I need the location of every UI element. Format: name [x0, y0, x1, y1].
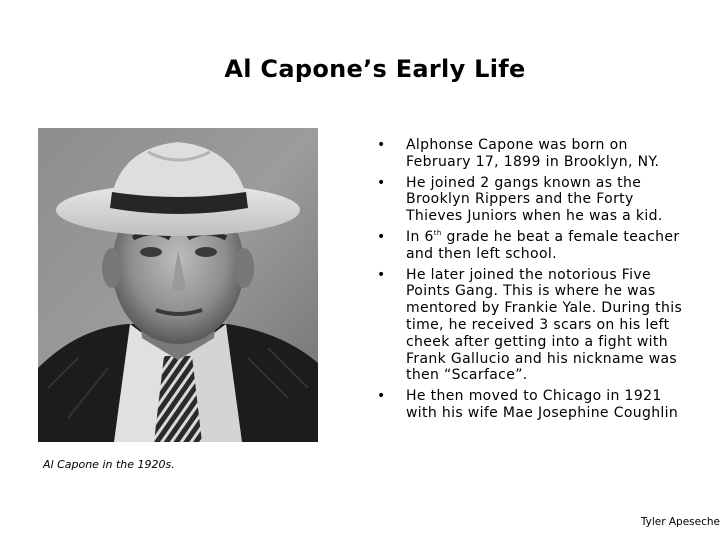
bullet-icon: • — [377, 137, 386, 153]
bullet-icon: • — [377, 266, 386, 283]
bullet-item — [372, 267, 692, 385]
ordinal-suffix: th — [433, 228, 442, 237]
bullet-text-end: grade he beat a female teacher and then left school. — [406, 228, 680, 262]
bullet-text: He later joined the notorious Five Points Gang. This is where he was mentored by Frankie Yale. During this time, he received 3 scars on his left cheek after getting into a fight with Frank Gallucio and his nickname was then “Scarface”. — [406, 266, 683, 384]
bullet-text — [406, 229, 679, 262]
author-name: Tyler Apeseche — [640, 516, 720, 528]
bullet-list — [372, 137, 692, 426]
bullet-text-start: In 6 — [406, 228, 434, 245]
portrait-photo — [38, 128, 318, 442]
bullet-icon: • — [377, 388, 386, 405]
slide-title: Al Capone’s Early Life — [224, 55, 526, 83]
bullet-icon: • — [377, 174, 386, 191]
bullet-item — [372, 137, 692, 171]
bullet-item — [372, 388, 692, 422]
bullet-text: He joined 2 gangs known as the Brooklyn Rippers and the Forty Thieves Juniors when he was a kid. — [406, 174, 663, 225]
bullet-item — [372, 229, 692, 263]
photo-caption: Al Capone in the 1920s. — [43, 458, 175, 471]
bullet-icon: • — [377, 228, 386, 245]
bullet-text: He then moved to Chicago in 1921 with his wife Mae Josephine Coughlin — [406, 388, 679, 421]
bullet-text: Alphonse Capone was born on February 17, 1899 in Brooklyn, NY. — [406, 137, 660, 170]
bullet-item — [372, 175, 692, 225]
